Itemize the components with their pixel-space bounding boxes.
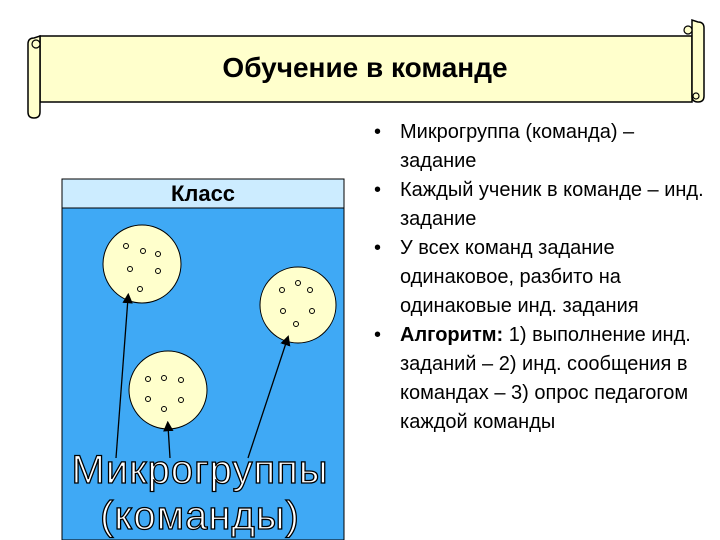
bullet-list [368, 118, 713, 437]
microgroup-circle [103, 225, 181, 303]
bullet-bold-text: Алгоритм: [400, 324, 504, 346]
bullet-text: Микрогруппа (команда) – задание [400, 121, 635, 172]
student-dot [296, 281, 301, 286]
student-dot [280, 288, 285, 293]
scroll-left-curl [32, 40, 40, 48]
caption-line-1: Микрогруппы [71, 448, 329, 492]
microgroup-circle [129, 351, 207, 429]
student-dot [156, 269, 161, 274]
student-dot [138, 287, 143, 292]
bullet-icon: • [374, 237, 382, 259]
student-dot [128, 267, 133, 272]
scroll-right-curl-bottom [693, 93, 699, 99]
bullet-item [368, 118, 713, 176]
bullet-icon: • [374, 324, 382, 346]
bullet-icon: • [374, 179, 382, 201]
student-dot [179, 398, 184, 403]
bullet-text: Каждый ученик в команде – инд. задание [400, 179, 704, 230]
bullet-item [368, 176, 713, 234]
microgroup-circle [260, 267, 336, 343]
student-dot [310, 309, 315, 314]
page-title: Обучение в команде [222, 52, 508, 83]
scroll-right-curl [684, 26, 692, 34]
student-dot [141, 249, 146, 254]
caption-line-2: (команды) [100, 494, 300, 538]
bullet-item [368, 321, 713, 437]
student-dot [162, 376, 167, 381]
student-dot [281, 309, 286, 314]
student-dot [308, 288, 313, 293]
class-label: Класс [170, 181, 236, 206]
student-dot [124, 244, 129, 249]
student-dot [146, 397, 151, 402]
bullet-icon: • [374, 121, 382, 143]
student-dot [146, 377, 151, 382]
bullet-item [368, 234, 713, 321]
microgroups-caption [60, 447, 340, 539]
scroll-right-roll [692, 20, 704, 102]
student-dot [294, 322, 299, 327]
student-dot [162, 407, 167, 412]
scroll-left-roll [28, 36, 40, 118]
student-dot [179, 378, 184, 383]
student-dot [156, 252, 161, 257]
bullet-text: У всех команд задание одинаковое, разбито на одинаковые инд. задания [400, 237, 639, 317]
bullet-text: 1) выполнение инд. заданий – 2) инд. сообщения в командах – 3) опрос педагогом каждой команды [400, 324, 691, 433]
